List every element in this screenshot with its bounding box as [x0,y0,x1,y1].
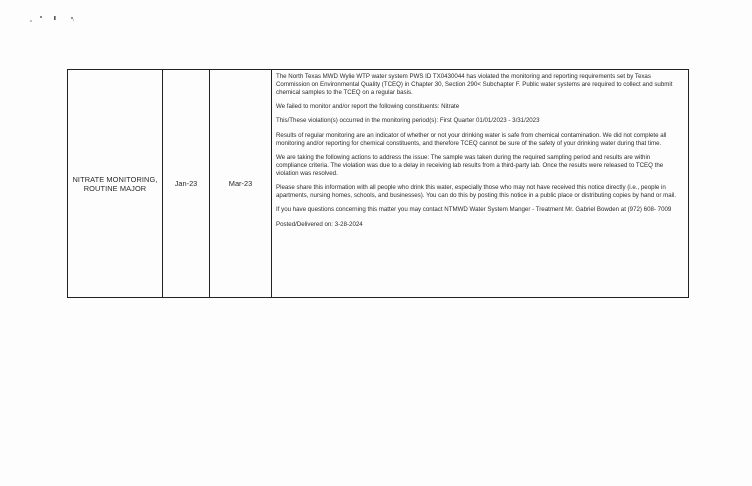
violation-type-cell [68,70,163,298]
violation-type-line2: ROUTINE MAJOR [83,183,147,193]
explanation-paragraph-constituents: We failed to monitor and/or report the following constituents: Nitrate [276,102,460,110]
violation-explanation-cell [272,70,689,298]
violation-end: Mar-23 [228,179,253,188]
explanation-paragraph-contact: If you have questions concerning this matter you may contact NTMWD Water System Manger - Treatment Mr. Gabriel Bowden at (972) 608- 7009 [276,206,672,214]
violation-type-line1: NITRATE MONITORING, [72,174,158,184]
scan-specks [28,12,88,26]
explanation-paragraph-violation: The North Texas MWD Wylie WTP water system PWS ID TX0430044 has violated the monitoring and reporting requirements set by Texas Commission on Environmental Quality (TCEQ) in Chapter 30, Section 290< Subchapter F. Public water systems are required to collect and submit chemical samples to the TCEQ on a regular basis. [276,73,673,96]
violation-begin-cell [163,70,210,298]
violation-end-cell [210,70,272,298]
violation-table [67,69,689,298]
violation-begin: Jan-23 [174,179,198,188]
explanation-paragraph-share: Please share this information with all people who drink this water, especially those who may not have received this notice directly (i.e., people in apartments, nursing homes, schools, and businesses). You can do this by posting this notice in a public place or distributing copies by hand or mail. [276,183,677,199]
explanation-paragraph-posted: Posted/Delivered on: 3-28-2024 [276,220,363,228]
explanation-paragraph-health: Results of regular monitoring are an indicator of whether or not your drinking water is safe from chemical contamination. We did not complete all monitoring and/or reporting for chemical constituents, and therefore TCEQ cannot be sure of the safety of your drinking water during that time. [276,131,667,147]
violation-row [68,70,689,298]
explanation-paragraph-period: This/These violation(s) occurred in the monitoring period(s): First Quarter 01/01/2023 - 3/31/2023 [276,117,540,125]
explanation-paragraph-actions: We are taking the following actions to address the issue: The sample was taken during the required sampling period and results are within compliance criteria. The violation was due to a delay in receiving lab results from a third-party lab. Once the results were released to TCEQ the violation was resolved. [276,153,664,177]
